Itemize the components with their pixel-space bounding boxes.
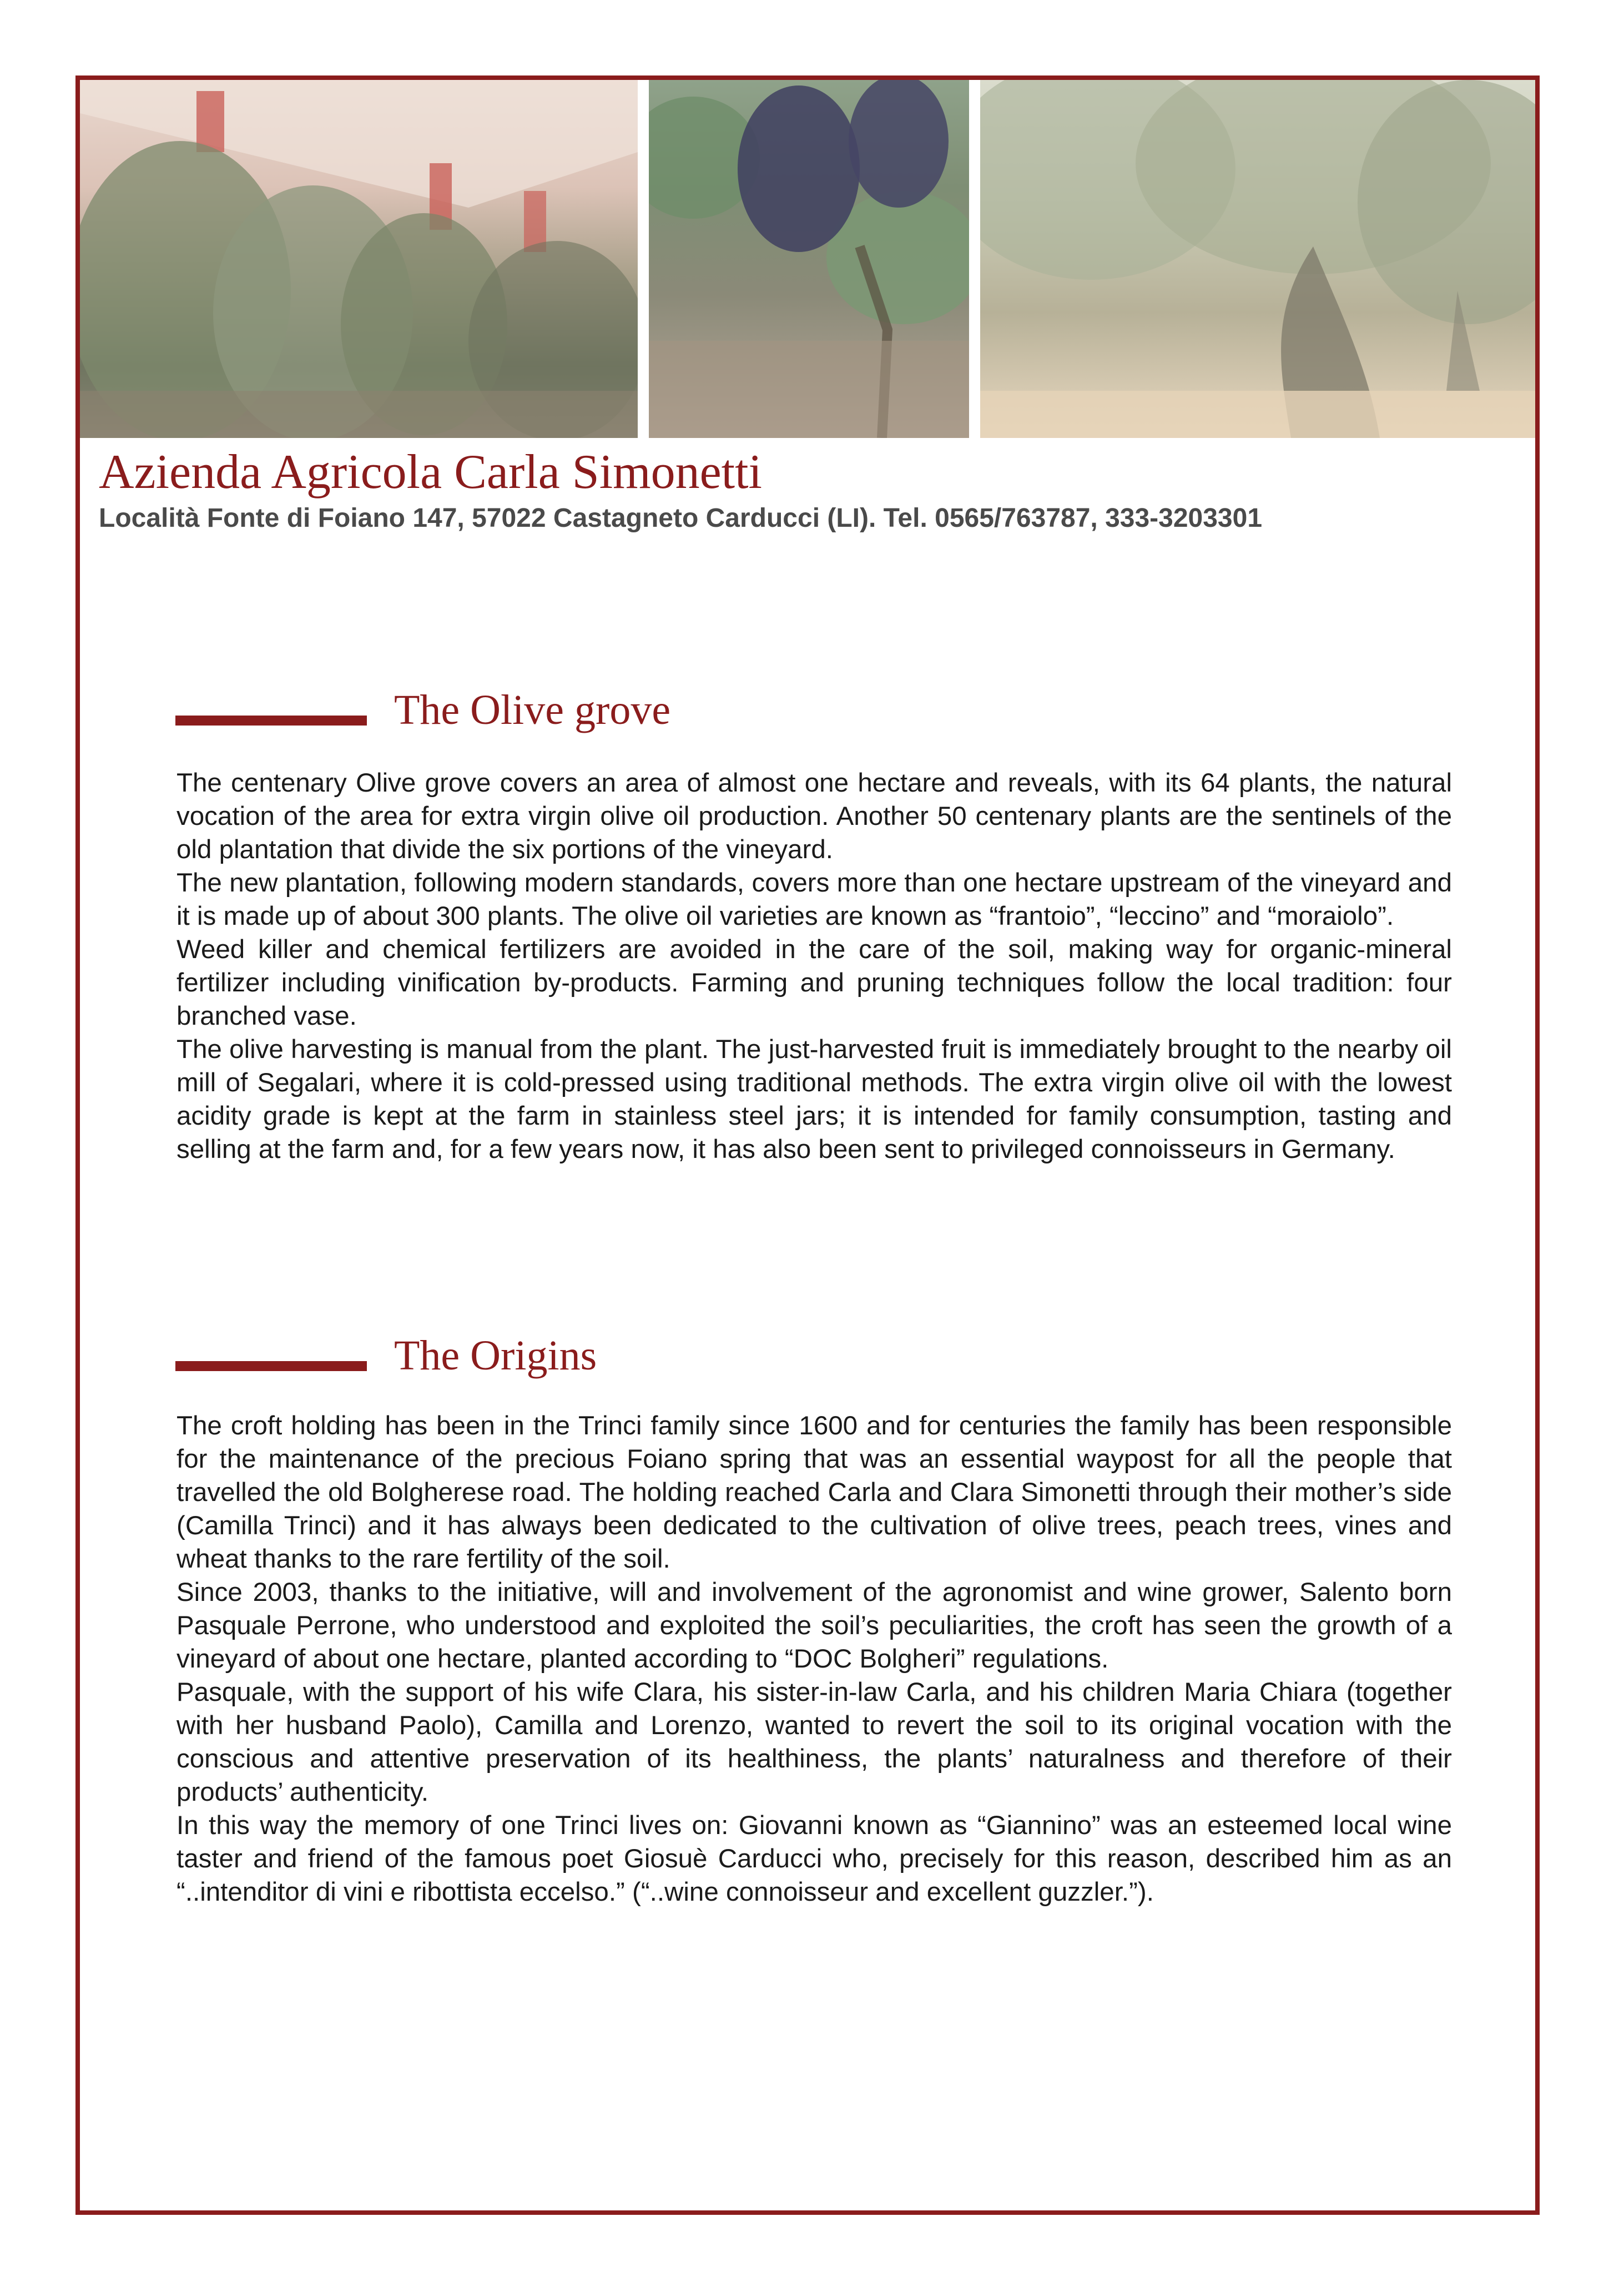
paragraph: The new plantation, following modern standards, covers more than one hectare upstream of the vineyard and it is made up of about 300 plants. The olive oil varieties are known as “frantoio”, “leccino” and “moraiolo”. xyxy=(176,868,1452,931)
section-heading-origins: The Origins xyxy=(394,1332,597,1379)
paragraph: Pasquale, with the support of his wife Clara, his sister-in-law Carla, and his children Maria Chiara (together with her husband Paolo), Camilla and Lorenzo, wanted to revert the soil to its original vocation with the conscious and attentive preservation of its healthiness, the plants’ naturalness and therefore of their products’ authenticity. xyxy=(176,1678,1452,1807)
olive-trees-photo xyxy=(980,80,1535,438)
section-divider-bar xyxy=(175,716,367,726)
paragraph: The centenary Olive grove covers an area of almost one hectare and reveals, with its 64 plants, the natural vocation of the area for extra virgin olive oil production. Another 50 centenary plants are the sentinels of the old plantation that divide the six portions of the vineyard. xyxy=(176,768,1452,864)
section-divider-bar xyxy=(175,1361,367,1371)
grapes-photo xyxy=(649,80,969,438)
origins-text xyxy=(176,1409,1452,1909)
company-title: Azienda Agricola Carla Simonetti xyxy=(99,445,763,499)
paragraph: The croft holding has been in the Trinci family since 1600 and for centuries the family has been responsible for the maintenance of the precious Foiano spring that was an essential waypost for all the people that travelled the old Bolgherese road. The holding reached Carla and Clara Simonetti through their mother’s side (Camilla Trinci) and it has always been dedicated to the cultivation of olive trees, peach trees, vines and wheat thanks to the rare fertility of the soil. xyxy=(176,1411,1452,1574)
section-heading-olive-grove: The Olive grove xyxy=(394,687,671,733)
paragraph: The olive harvesting is manual from the plant. The just-harvested fruit is immediately brought to the nearby oil mill of Segalari, where it is cold-pressed using traditional methods. The extra virgin olive oil with the lowest acidity grade is kept at the farm in stainless steel jars; it is intended for family consumption, tasting and selling at the farm and, for a few years now, it has also been sent to privileged connoisseurs in Germany. xyxy=(176,1035,1452,1164)
paragraph: Weed killer and chemical fertilizers are avoided in the care of the soil, making way for organic-mineral fertilizer including vinification by-products. Farming and pruning techniques follow the local tradition: four branched vase. xyxy=(176,935,1452,1031)
paragraph: Since 2003, thanks to the initiative, will and involvement of the agronomist and wine grower, Salento born Pasquale Perrone, who understood and exploited the soil’s peculiarities, the croft has seen the growth of a vineyard of about one hectare, planted according to “DOC Bolgheri” regulations. xyxy=(176,1578,1452,1674)
olive-grove-text xyxy=(176,767,1452,1166)
company-address: Località Fonte di Foiano 147, 57022 Castagneto Carducci (LI). Tel. 0565/763787, 333-3203301 xyxy=(99,503,1263,533)
farmhouse-photo xyxy=(80,80,638,438)
paragraph: In this way the memory of one Trinci lives on: Giovanni known as “Giannino” was an esteemed local wine taster and friend of the famous poet Giosuè Carducci who, precisely for this reason, described him as an “..intenditor di vini e ribottista eccelso.” (“..wine connoisseur and excellent guzzler.”). xyxy=(176,1811,1452,1907)
